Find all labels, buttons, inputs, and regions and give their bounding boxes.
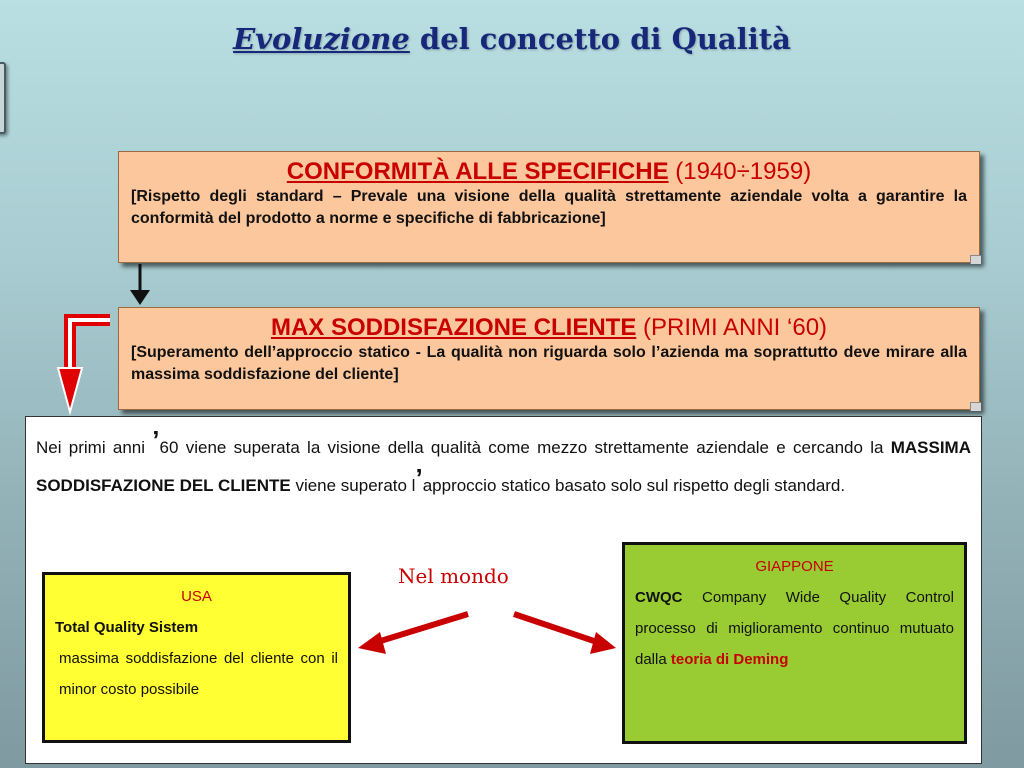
right-arrow-icon: [514, 614, 616, 654]
customer-satisfaction-heading: MAX SODDISFAZIONE CLIENTE: [270, 314, 637, 341]
japan-heading: GIAPPONE: [755, 558, 834, 575]
usa-text: massima soddisfazione del cliente con il minor costo possibile: [59, 650, 338, 698]
main-text-part: approccio statico basato solo sul rispetto degli standard.: [422, 476, 846, 495]
apostrophe: ’: [415, 463, 423, 493]
conformity-period: (1940÷1959): [675, 158, 812, 185]
nel-mondo-label: Nel mondo: [398, 564, 509, 588]
japan-text: Company Wide Quality Control processo di miglioramento continuo mutuato dalla: [635, 589, 954, 668]
usa-heading: USA: [181, 588, 212, 605]
customer-satisfaction-body: [Superamento dell’approccio statico - La qualità non riguarda solo l’azienda ma soprattutto deve mirare alla massima soddisfazione del cliente]: [131, 344, 967, 383]
main-text-part: viene superato l: [290, 476, 416, 495]
down-arrow-icon: [130, 264, 150, 305]
main-text-bold: MASSIMA SODDISFAZIONE DEL CLIENTE: [36, 438, 971, 495]
conformity-body: [Rispetto degli standard – Prevale una visione della qualità strettamente aziendale volta a garantire la conformità del prodotto a norme e specifiche di fabbricazione]: [131, 188, 967, 227]
japan-highlight: teoria di Deming: [670, 651, 789, 668]
japan-acronym: CWQC: [635, 589, 683, 606]
red-bent-arrow-icon: [58, 320, 110, 412]
conformity-heading: CONFORMITÀ ALLE SPECIFICHE: [286, 158, 669, 185]
main-text-part: Nei primi anni: [36, 438, 153, 457]
title-italic: Evoluzione: [233, 22, 410, 56]
title-rest: del concetto di Qualità: [409, 22, 791, 56]
main-text-part: 60 viene superata la visione della qualità come mezzo strettamente aziendale e cercando la: [159, 438, 891, 457]
usa-title: Total Quality Sistem: [55, 619, 199, 636]
apostrophe: ’: [152, 425, 160, 455]
customer-satisfaction-period: (PRIMI ANNI ‘60): [643, 314, 828, 341]
left-arrow-icon: [358, 614, 468, 654]
